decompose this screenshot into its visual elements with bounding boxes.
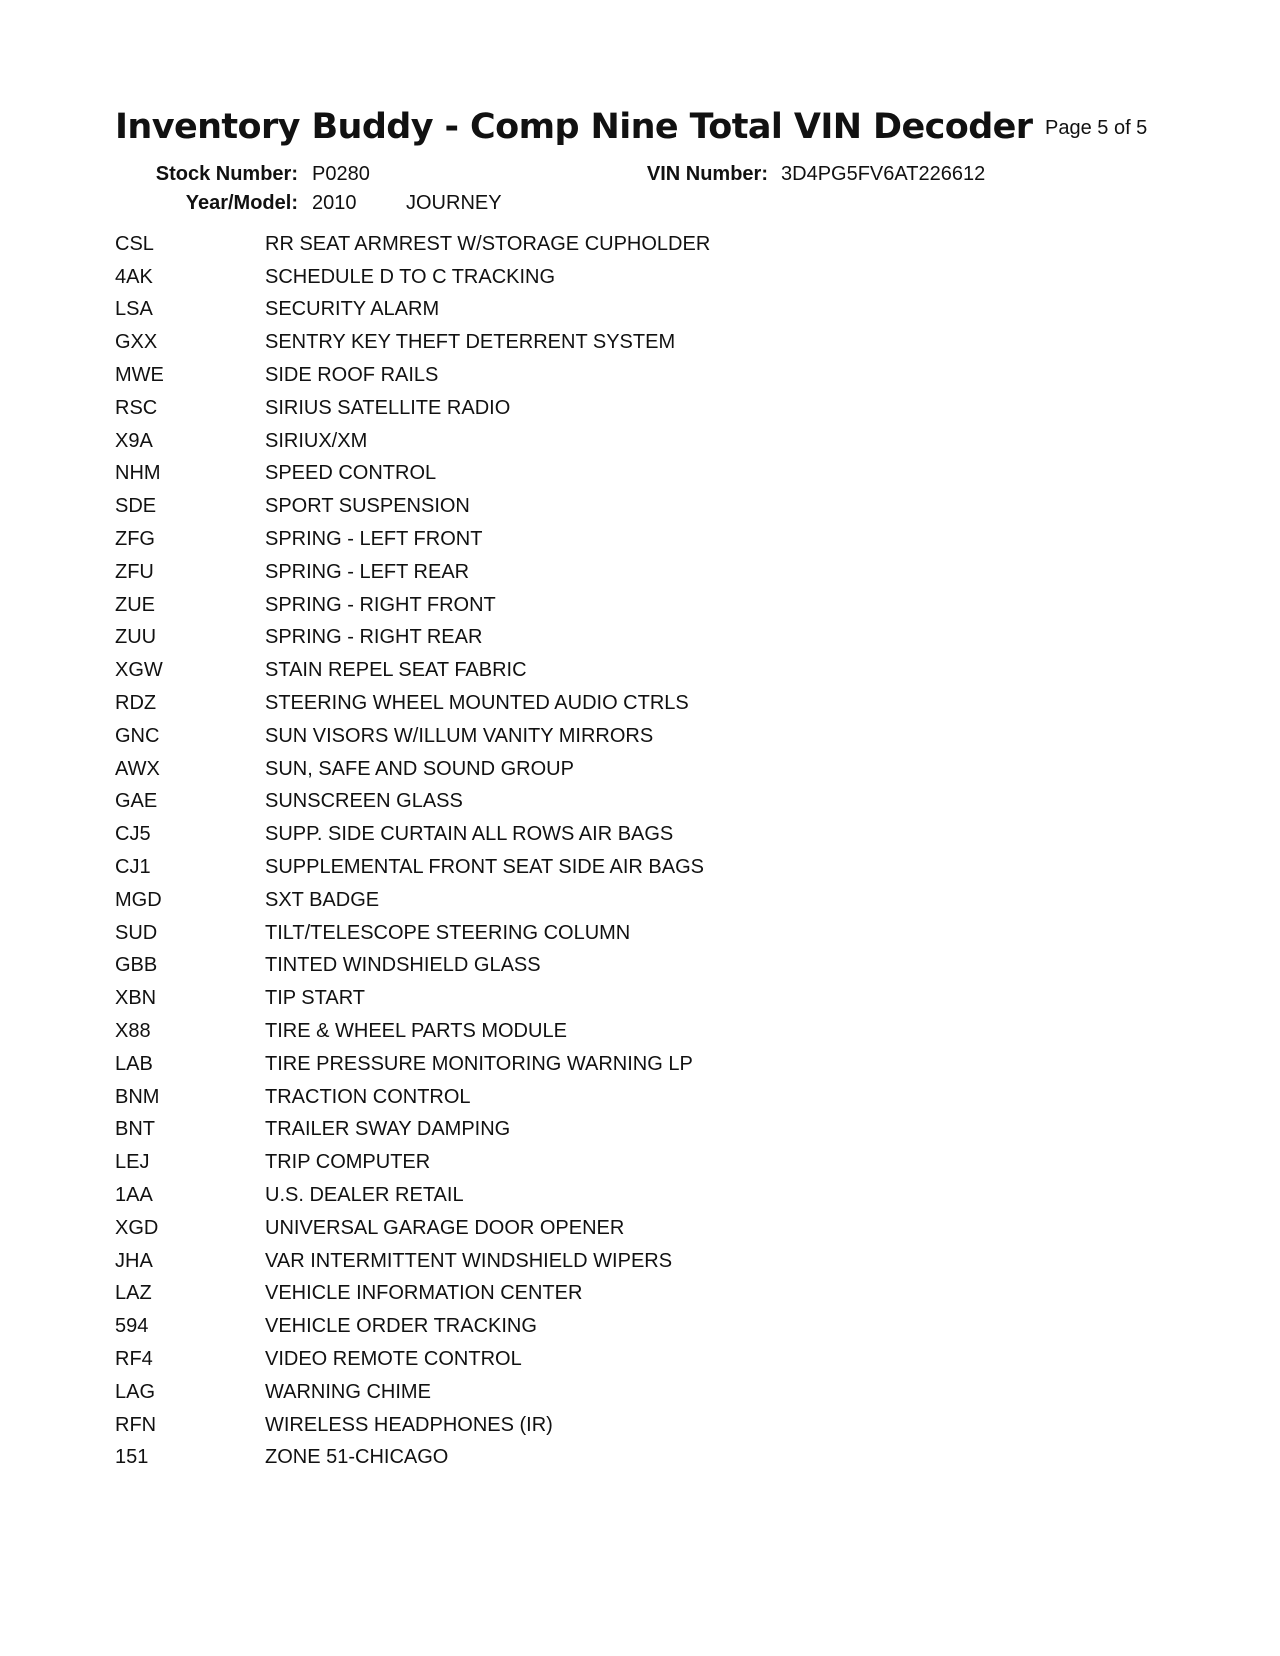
option-row xyxy=(115,950,1015,983)
year-value: 2010 xyxy=(312,192,357,214)
option-row xyxy=(115,523,1015,556)
option-description: VEHICLE ORDER TRACKING xyxy=(265,1315,537,1338)
option-description: SPRING - LEFT FRONT xyxy=(265,528,483,551)
page-number: Page 5 of 5 xyxy=(1045,117,1148,139)
option-row xyxy=(115,458,1015,491)
option-description: SPORT SUSPENSION xyxy=(265,495,470,518)
model-value: JOURNEY xyxy=(406,192,502,214)
option-row xyxy=(115,294,1015,327)
option-description: TIP START xyxy=(265,987,366,1010)
option-description: VAR INTERMITTENT WINDSHIELD WIPERS xyxy=(265,1249,673,1272)
option-row xyxy=(115,1409,1015,1442)
option-row xyxy=(115,1015,1015,1048)
option-code: 594 xyxy=(115,1315,149,1338)
option-description: SPRING - RIGHT FRONT xyxy=(265,593,496,616)
option-row xyxy=(115,654,1015,687)
option-code: GNC xyxy=(115,724,160,747)
option-description: SIDE ROOF RAILS xyxy=(265,364,439,387)
option-description: TIRE & WHEEL PARTS MODULE xyxy=(265,1020,567,1043)
option-description: SUNSCREEN GLASS xyxy=(265,790,463,813)
option-code: MGD xyxy=(115,888,162,911)
option-row xyxy=(115,1179,1015,1212)
option-code: XBN xyxy=(115,987,157,1010)
option-row xyxy=(115,622,1015,655)
option-row xyxy=(115,261,1015,294)
option-code: CSL xyxy=(115,232,154,255)
option-row xyxy=(115,1343,1015,1376)
report-title: Inventory Buddy - Comp Nine Total VIN Decoder xyxy=(115,107,1033,147)
year-model-label: Year/Model: xyxy=(185,192,298,214)
option-code: RSC xyxy=(115,396,158,419)
option-row xyxy=(115,359,1015,392)
option-code: ZFU xyxy=(115,560,154,583)
option-code: ZUE xyxy=(115,593,155,616)
option-description: SUPPLEMENTAL FRONT SEAT SIDE AIR BAGS xyxy=(265,856,705,879)
option-description: SIRIUX/XM xyxy=(265,429,368,452)
stock-number-label: Stock Number: xyxy=(155,163,298,185)
option-code: XGD xyxy=(115,1216,159,1239)
option-code: AWX xyxy=(115,757,160,780)
option-description: SENTRY KEY THEFT DETERRENT SYSTEM xyxy=(265,331,676,354)
option-code: 4AK xyxy=(115,265,153,288)
option-description: VIDEO REMOTE CONTROL xyxy=(265,1347,522,1370)
option-code: X9A xyxy=(115,429,153,452)
option-code: LAZ xyxy=(115,1282,152,1305)
option-row xyxy=(115,851,1015,884)
option-description: STAIN REPEL SEAT FABRIC xyxy=(265,659,527,682)
option-description: WARNING CHIME xyxy=(265,1380,431,1403)
option-description: U.S. DEALER RETAIL xyxy=(265,1184,464,1206)
option-row xyxy=(115,1441,1015,1474)
option-code: BNT xyxy=(115,1118,155,1141)
option-description: UNIVERSAL GARAGE DOOR OPENER xyxy=(265,1216,625,1239)
option-code: MWE xyxy=(115,364,164,387)
option-row xyxy=(115,917,1015,950)
option-description: SUN VISORS W/ILLUM VANITY MIRRORS xyxy=(265,724,654,747)
option-code: RFN xyxy=(115,1413,157,1436)
option-code: NHM xyxy=(115,462,161,485)
option-description: STEERING WHEEL MOUNTED AUDIO CTRLS xyxy=(265,692,689,715)
option-description: SIRIUS SATELLITE RADIO xyxy=(265,396,511,419)
stock-number-value: P0280 xyxy=(312,163,370,185)
option-row xyxy=(115,1278,1015,1311)
option-description: TRAILER SWAY DAMPING xyxy=(265,1118,511,1141)
option-row xyxy=(115,884,1015,917)
option-description: SCHEDULE D TO C TRACKING xyxy=(265,265,556,288)
option-description: SUPP. SIDE CURTAIN ALL ROWS AIR BAGS xyxy=(265,823,674,846)
option-row xyxy=(115,490,1015,523)
option-description: SECURITY ALARM xyxy=(265,298,440,321)
option-description: TRIP COMPUTER xyxy=(265,1151,431,1174)
option-description: SUN, SAFE AND SOUND GROUP xyxy=(265,757,574,780)
option-description: ZONE 51-CHICAGO xyxy=(265,1446,449,1469)
option-code: 151 xyxy=(115,1446,149,1469)
option-row xyxy=(115,1212,1015,1245)
option-code: LAG xyxy=(115,1380,156,1403)
option-code: ZFG xyxy=(115,528,155,551)
option-code: RDZ xyxy=(115,692,157,715)
option-code: GBB xyxy=(115,954,158,977)
option-code: ZUU xyxy=(115,626,157,649)
option-row xyxy=(115,326,1015,359)
option-description: WIRELESS HEADPHONES (IR) xyxy=(265,1413,553,1436)
option-row xyxy=(115,589,1015,622)
option-description: TINTED WINDSHIELD GLASS xyxy=(265,954,541,977)
option-description: SPEED CONTROL xyxy=(265,462,437,485)
vin-number-value: 3D4PG5FV6AT226612 xyxy=(781,163,986,185)
option-row xyxy=(115,1048,1015,1081)
option-code: RF4 xyxy=(115,1347,153,1370)
option-row xyxy=(115,1376,1015,1409)
option-code: SUD xyxy=(115,921,158,944)
option-code: CJ5 xyxy=(115,823,151,846)
option-code: SDE xyxy=(115,495,157,518)
option-row xyxy=(115,556,1015,589)
vin-number-label: VIN Number: xyxy=(646,163,768,185)
option-code: GAE xyxy=(115,790,158,813)
option-row xyxy=(115,982,1015,1015)
option-code: LAB xyxy=(115,1052,153,1075)
option-row xyxy=(115,425,1015,458)
option-row xyxy=(115,392,1015,425)
option-description: SPRING - RIGHT REAR xyxy=(265,626,483,649)
option-row xyxy=(115,1245,1015,1278)
option-code: X88 xyxy=(115,1020,151,1043)
option-row xyxy=(115,687,1015,720)
option-description: TILT/TELESCOPE STEERING COLUMN xyxy=(265,921,631,944)
option-row xyxy=(115,228,1015,261)
option-code: XGW xyxy=(115,659,163,682)
option-description: TIRE PRESSURE MONITORING WARNING LP xyxy=(265,1052,693,1075)
option-row xyxy=(115,1081,1015,1114)
option-row xyxy=(115,1310,1015,1343)
option-code: LEJ xyxy=(115,1151,150,1174)
option-description: VEHICLE INFORMATION CENTER xyxy=(265,1282,583,1305)
option-row xyxy=(115,720,1015,753)
options-list xyxy=(115,228,1015,1474)
option-code: JHA xyxy=(115,1249,153,1272)
option-row xyxy=(115,818,1015,851)
option-code: BNM xyxy=(115,1085,160,1108)
option-description: SPRING - LEFT REAR xyxy=(265,560,470,583)
option-row xyxy=(115,1146,1015,1179)
option-description: SXT BADGE xyxy=(265,888,380,911)
option-description: TRACTION CONTROL xyxy=(265,1085,471,1108)
option-row xyxy=(115,1114,1015,1147)
option-description: RR SEAT ARMREST W/STORAGE CUPHOLDER xyxy=(265,232,711,255)
option-code: LSA xyxy=(115,298,153,321)
option-code: GXX xyxy=(115,331,158,354)
option-row xyxy=(115,753,1015,786)
option-code: CJ1 xyxy=(115,856,151,879)
option-code: 1AA xyxy=(115,1184,153,1206)
option-row xyxy=(115,786,1015,819)
